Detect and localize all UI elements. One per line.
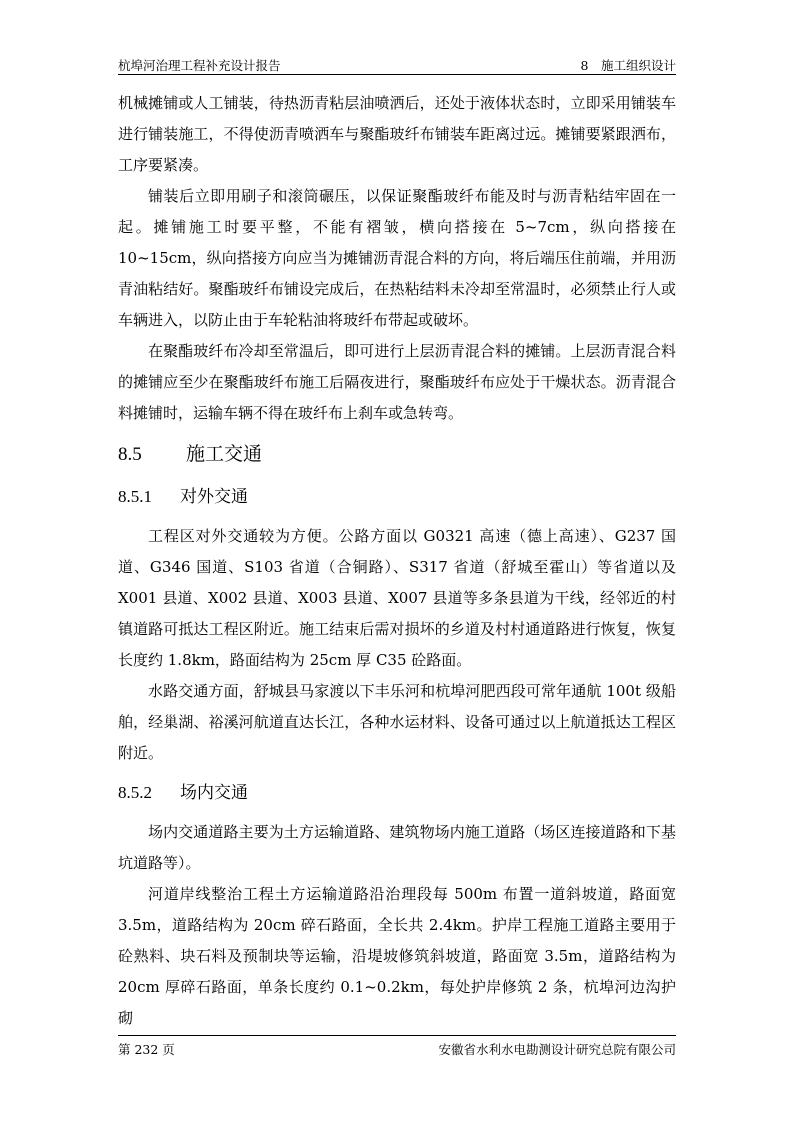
paragraph: 机械摊铺或人工铺装，待热沥青粘层油喷洒后，还处于液体状态时，立即采用铺装车进行铺装施工，不得使沥青喷洒车与聚酯玻纤布铺装车距离过远。摊铺要紧跟洒布，工序要紧凑。 bbox=[118, 94, 676, 174]
section-title: 场内交通 bbox=[180, 783, 248, 803]
section-title: 施工交通 bbox=[186, 443, 263, 465]
paragraph: 场内交通道路主要为土方运输道路、建筑物场内施工道路（场区连接道路和下基坑道路等）。 bbox=[118, 823, 676, 872]
section-number: 8.5 bbox=[118, 444, 142, 465]
page-content bbox=[118, 88, 676, 1034]
section-heading-8-5-1 bbox=[118, 479, 676, 515]
paragraph: 在聚酯玻纤布冷却至常温后，即可进行上层沥青混合料的摊铺。上层沥青混合料的摊铺应至少在聚酯玻纤布施工后隔夜进行，聚酯玻纤布应处于干燥状态。沥青混合料摊铺时，运输车辆不得在玻纤布上刹车或急转弯。 bbox=[118, 342, 676, 422]
paragraph: 河道岸线整治工程土方运输道路沿治理段每 500m 布置一道斜坡道，路面宽 3.5m，道路结构为 20cm 碎石路面，全长共 2.4km。护岸工程施工道路主要用于砼熟料、块石料及预制块等运输，沿堤坡修筑斜坡道，路面宽 3.5m，道路结构为 20cm 厚碎石路面，单条长度约 0.1~0.2km，每处护岸修筑 2 条，杭埠河边沟护砌 bbox=[118, 885, 676, 1027]
section-heading-8-5-2 bbox=[118, 775, 676, 811]
report-title: 杭埠河治理工程补充设计报告 bbox=[118, 58, 281, 73]
section-heading-8-5 bbox=[118, 435, 676, 473]
page-footer bbox=[118, 1035, 676, 1056]
paragraph: 水路交通方面，舒城县马家渡以下丰乐河和杭埠河肥西段可常年通航 100t 级船舶，经巢湖、裕溪河航道直达长江，各种水运材料、设备可通过以上航道抵达工程区附近。 bbox=[118, 682, 676, 762]
section-title: 对外交通 bbox=[180, 487, 248, 507]
institute-name: 安徽省水利水电勘测设计研究总院有限公司 bbox=[438, 1042, 676, 1057]
paragraph: 工程区对外交通较为方便。公路方面以 G0321 高速（德上高速）、G237 国道、G346 国道、S103 省道（合铜路）、S317 省道（舒城至霍山）等省道以及 X001 县道、X002 县道、X003 县道、X007 县道等多条县道为干线，经邻近的村镇道路可抵达工程区附近。施工结束后需对损坏的乡道及村村通道路进行恢复，恢复长度约 1.8km，路面结构为 25cm 厚 C35 砼路面。 bbox=[118, 527, 676, 669]
section-number: 8.5.2 bbox=[118, 783, 152, 802]
section-number: 8.5.1 bbox=[118, 487, 152, 506]
paragraph: 铺装后立即用刷子和滚筒碾压，以保证聚酯玻纤布能及时与沥青粘结牢固在一起。摊铺施工时要平整，不能有褶皱，横向搭接在 5~7cm，纵向搭接在 10~15cm，纵向搭接方向应当为摊铺沥青混合料的方向，将后端压住前端，并用沥青油粘结好。聚酯玻纤布铺设完成后，在热粘结料未冷却至常温时，必须禁止行人或车辆进入，以防止由于车轮粘油将玻纤布带起或破坏。 bbox=[118, 187, 676, 329]
chapter-title: 8 施工组织设计 bbox=[580, 58, 676, 73]
page-number: 第 232 页 bbox=[118, 1042, 175, 1057]
page-header bbox=[118, 52, 676, 75]
